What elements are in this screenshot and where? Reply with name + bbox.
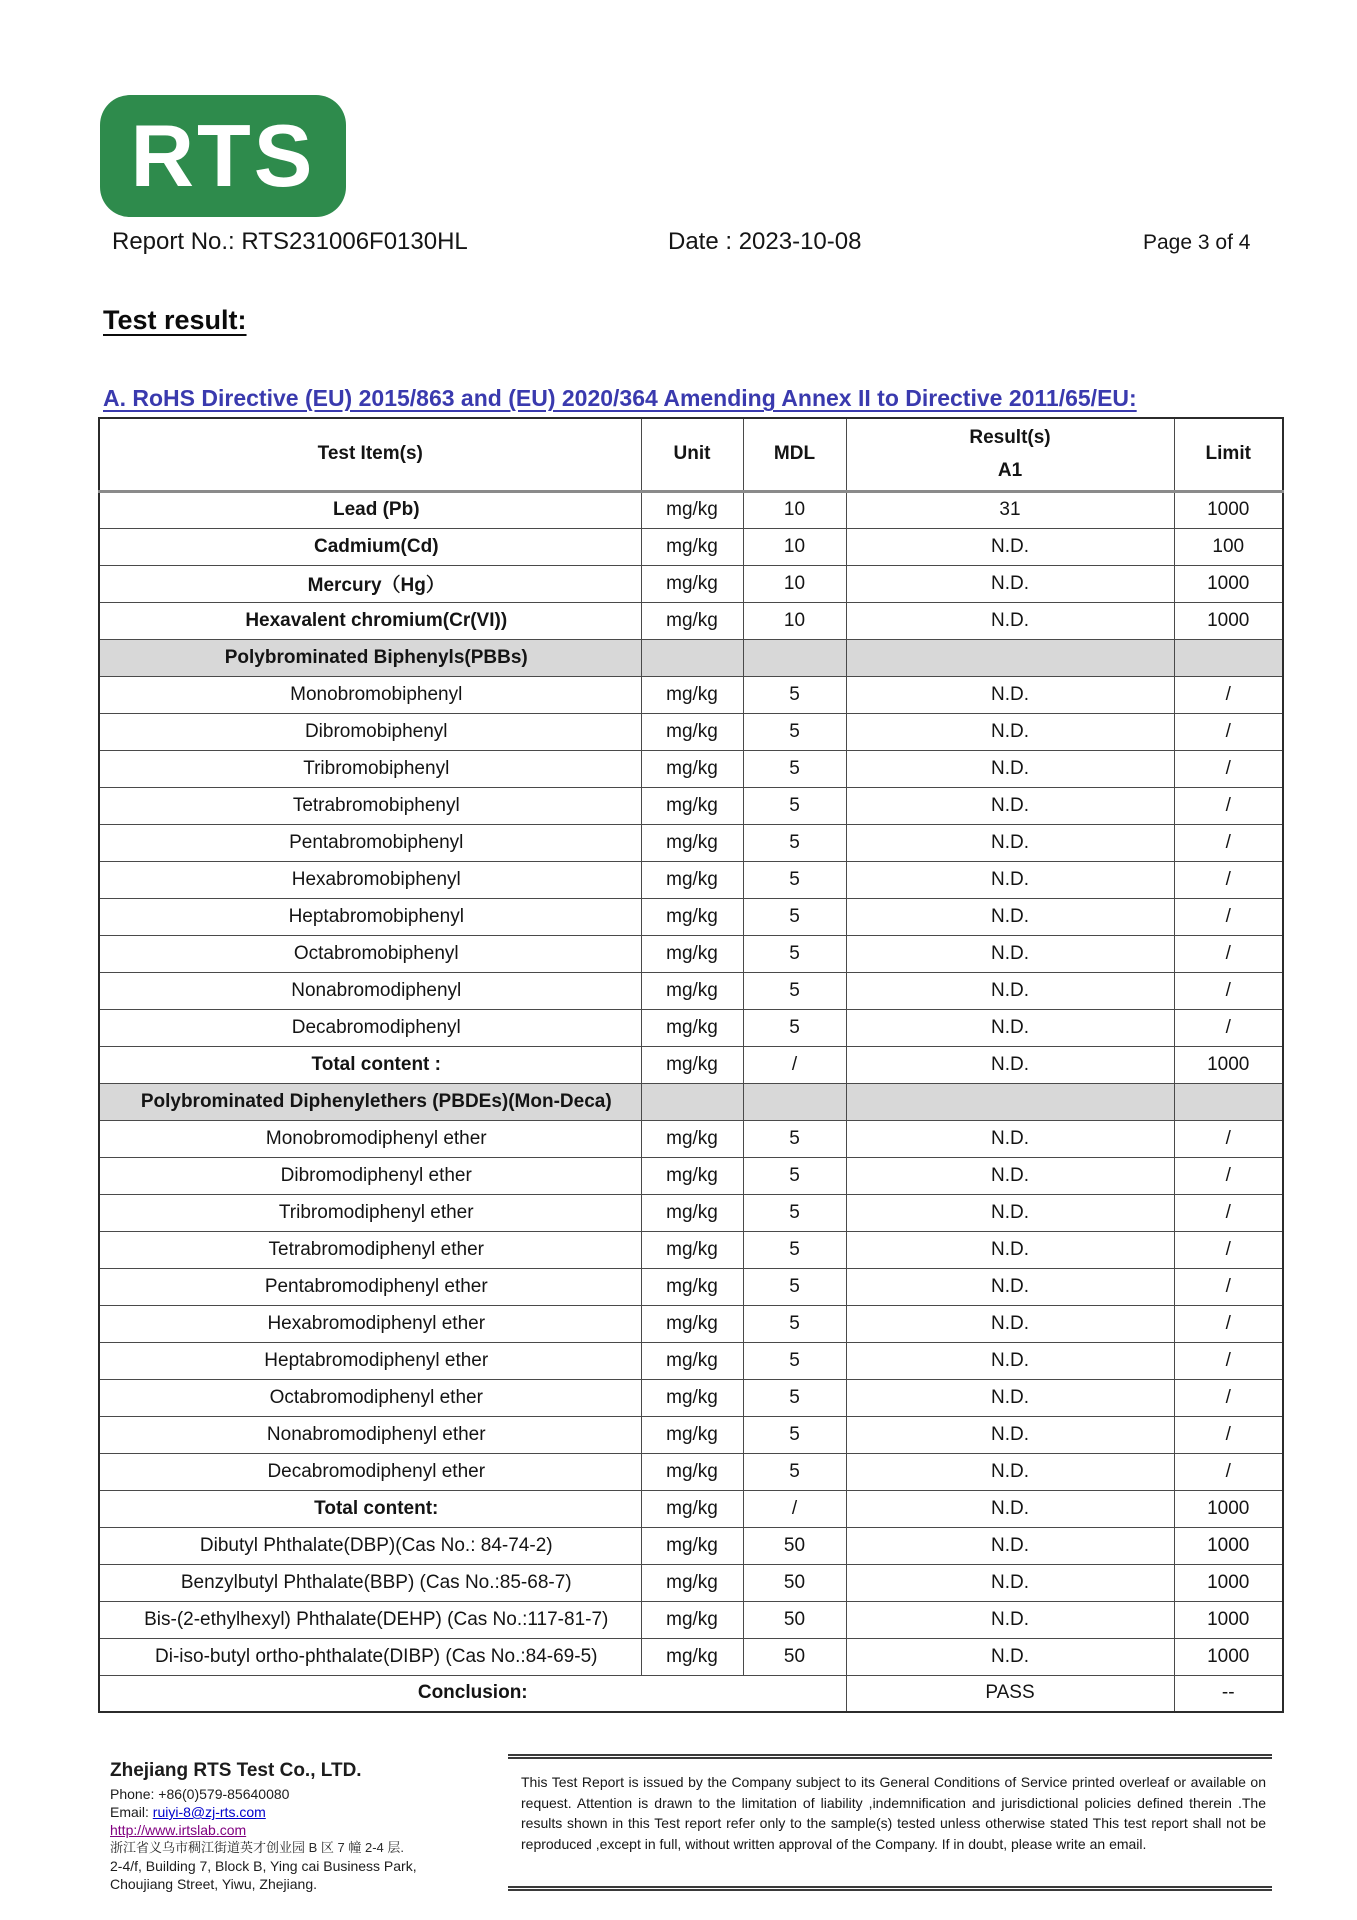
cell-unit: mg/kg (641, 1638, 743, 1675)
cell-unit: mg/kg (641, 1305, 743, 1342)
cell-result: N.D. (846, 528, 1174, 565)
cell-result: N.D. (846, 824, 1174, 861)
cell-result: N.D. (846, 1157, 1174, 1194)
cell-unit (641, 1083, 743, 1120)
page-indicator: Page 3 of 4 (1143, 231, 1251, 254)
cell-unit: mg/kg (641, 713, 743, 750)
cell-result: N.D. (846, 861, 1174, 898)
cell-unit: mg/kg (641, 491, 743, 528)
cell-test-item: Dibromobiphenyl (99, 713, 641, 750)
cell-unit (641, 639, 743, 676)
cell-section-title: Polybrominated Biphenyls(PBBs) (99, 639, 641, 676)
cell-mdl: 5 (743, 824, 846, 861)
report-date: Date : 2023-10-08 (668, 228, 862, 255)
cell-mdl: 5 (743, 972, 846, 1009)
cell-mdl: / (743, 1046, 846, 1083)
cell-mdl: 5 (743, 1157, 846, 1194)
cell-test-item: Decabromodiphenyl (99, 1009, 641, 1046)
cell-unit: mg/kg (641, 565, 743, 602)
table-row (99, 1268, 1283, 1305)
directive-heading: A. RoHS Directive (EU) 2015/863 and (EU) 2020/364 Amending Annex II to Directive 2011/65/EU: (103, 385, 1137, 411)
cell-result: N.D. (846, 787, 1174, 824)
company-name: Zhejiang RTS Test Co., LTD. (110, 1760, 362, 1781)
cell-test-item: Pentabromodiphenyl ether (99, 1268, 641, 1305)
company-email-line (110, 1803, 500, 1821)
cell-result: N.D. (846, 602, 1174, 639)
cell-test-item: Monobromobiphenyl (99, 676, 641, 713)
cell-result: N.D. (846, 1638, 1174, 1675)
cell-mdl: 50 (743, 1601, 846, 1638)
cell-result: N.D. (846, 1120, 1174, 1157)
cell-unit: mg/kg (641, 1157, 743, 1194)
cell-unit: mg/kg (641, 824, 743, 861)
cell-limit (1174, 639, 1283, 676)
cell-unit: mg/kg (641, 861, 743, 898)
cell-unit: mg/kg (641, 1527, 743, 1564)
cell-test-item: Dibutyl Phthalate(DBP)(Cas No.: 84-74-2) (99, 1527, 641, 1564)
cell-test-item: Mercury（Hg） (99, 565, 641, 602)
table-row (99, 1342, 1283, 1379)
cell-result: PASS (846, 1675, 1174, 1712)
cell-unit: mg/kg (641, 1194, 743, 1231)
company-phone: Phone: +86(0)579-85640080 (110, 1786, 290, 1802)
cell-unit: mg/kg (641, 1120, 743, 1157)
cell-limit: 1000 (1174, 1527, 1283, 1564)
cell-unit: mg/kg (641, 1342, 743, 1379)
cell-test-item: Dibromodiphenyl ether (99, 1157, 641, 1194)
cell-mdl: 10 (743, 602, 846, 639)
table-row (99, 1601, 1283, 1638)
cell-mdl: 50 (743, 1564, 846, 1601)
cell-test-item: Nonabromodiphenyl (99, 972, 641, 1009)
cell-test-item: Tribromobiphenyl (99, 750, 641, 787)
cell-result: N.D. (846, 1305, 1174, 1342)
cell-unit: mg/kg (641, 676, 743, 713)
cell-section-title: Polybrominated Diphenylethers (PBDEs)(Mon-Deca) (99, 1083, 641, 1120)
cell-result: N.D. (846, 1490, 1174, 1527)
cell-result: N.D. (846, 898, 1174, 935)
cell-result: N.D. (846, 1416, 1174, 1453)
table-row (99, 602, 1283, 639)
table-row (99, 1490, 1283, 1527)
cell-limit: / (1174, 1342, 1283, 1379)
cell-limit: / (1174, 1379, 1283, 1416)
cell-limit: / (1174, 1194, 1283, 1231)
cell-mdl: 5 (743, 1379, 846, 1416)
company-website-line (110, 1821, 500, 1839)
cell-result: N.D. (846, 1268, 1174, 1305)
cell-mdl: 5 (743, 861, 846, 898)
cell-unit: mg/kg (641, 1231, 743, 1268)
cell-limit: / (1174, 861, 1283, 898)
cell-unit: mg/kg (641, 972, 743, 1009)
cell-result: N.D. (846, 1231, 1174, 1268)
cell-mdl: 5 (743, 1231, 846, 1268)
cell-limit: / (1174, 787, 1283, 824)
cell-unit: mg/kg (641, 602, 743, 639)
rts-logo (100, 95, 346, 217)
table-row (99, 1157, 1283, 1194)
cell-test-item: Tetrabromodiphenyl ether (99, 1231, 641, 1268)
results-table-body (99, 491, 1283, 1712)
cell-unit: mg/kg (641, 1009, 743, 1046)
cell-limit: / (1174, 676, 1283, 713)
cell-mdl: 10 (743, 528, 846, 565)
cell-limit: / (1174, 750, 1283, 787)
cell-test-item: Heptabromodiphenyl ether (99, 1342, 641, 1379)
table-row (99, 1527, 1283, 1564)
email-label: Email: (110, 1804, 153, 1820)
website-link[interactable]: http://www.irtslab.com (110, 1822, 247, 1838)
cell-result: N.D. (846, 1342, 1174, 1379)
header-test-items: Test Item(s) (99, 418, 641, 491)
cell-limit: / (1174, 1268, 1283, 1305)
header-result-line2: A1 (997, 460, 1023, 482)
cell-limit: 1000 (1174, 1601, 1283, 1638)
cell-result: N.D. (846, 935, 1174, 972)
cell-test-item: Hexabromodiphenyl ether (99, 1305, 641, 1342)
cell-limit: -- (1174, 1675, 1283, 1712)
table-row (99, 1194, 1283, 1231)
cell-limit: 1000 (1174, 1490, 1283, 1527)
cell-result: N.D. (846, 972, 1174, 1009)
cell-limit: 1000 (1174, 491, 1283, 528)
cell-limit: / (1174, 1416, 1283, 1453)
company-address-cn: 浙江省义乌市稠江街道英才创业园 B 区 7 幢 2-4 层. (110, 1840, 404, 1855)
cell-conclusion-label: Conclusion: (99, 1675, 846, 1712)
cell-limit: / (1174, 972, 1283, 1009)
cell-limit: / (1174, 713, 1283, 750)
cell-unit: mg/kg (641, 1453, 743, 1490)
cell-unit: mg/kg (641, 1416, 743, 1453)
cell-limit: / (1174, 824, 1283, 861)
section-header-row (99, 1083, 1283, 1120)
company-address-en1: 2-4/f, Building 7, Block B, Ying cai Business Park, (110, 1858, 417, 1874)
cell-result: N.D. (846, 750, 1174, 787)
cell-result: N.D. (846, 1194, 1174, 1231)
table-row (99, 1564, 1283, 1601)
rts-logo-text: RTS (130, 106, 316, 205)
table-row (99, 676, 1283, 713)
cell-test-item: Decabromodiphenyl ether (99, 1453, 641, 1490)
cell-result (846, 639, 1174, 676)
table-row (99, 1305, 1283, 1342)
cell-test-item: Benzylbutyl Phthalate(BBP) (Cas No.:85-68-7) (99, 1564, 641, 1601)
cell-limit (1174, 1083, 1283, 1120)
table-row (99, 1046, 1283, 1083)
cell-result: N.D. (846, 1046, 1174, 1083)
header-result-line1: Result(s) (969, 427, 1051, 449)
cell-result: N.D. (846, 1564, 1174, 1601)
cell-mdl: 5 (743, 1342, 846, 1379)
company-address-en2: Choujiang Street, Yiwu, Zhejiang. (110, 1876, 318, 1892)
cell-limit: / (1174, 1120, 1283, 1157)
cell-mdl: 5 (743, 1268, 846, 1305)
cell-mdl: 50 (743, 1638, 846, 1675)
cell-limit: 100 (1174, 528, 1283, 565)
table-row (99, 787, 1283, 824)
cell-mdl: 5 (743, 676, 846, 713)
table-row (99, 1638, 1283, 1675)
table-row (99, 750, 1283, 787)
cell-test-item: Total content: (99, 1490, 641, 1527)
disclaimer-bottom-rule (508, 1886, 1272, 1891)
cell-mdl: 5 (743, 935, 846, 972)
section-header-row (99, 639, 1283, 676)
cell-limit: / (1174, 898, 1283, 935)
cell-test-item: Pentabromobiphenyl (99, 824, 641, 861)
cell-test-item: Octabromobiphenyl (99, 935, 641, 972)
cell-result: 31 (846, 491, 1174, 528)
cell-limit: / (1174, 1009, 1283, 1046)
table-row (99, 861, 1283, 898)
cell-limit: / (1174, 935, 1283, 972)
cell-test-item: Di-iso-butyl ortho-phthalate(DIBP) (Cas No.:84-69-5) (99, 1638, 641, 1675)
table-row (99, 491, 1283, 528)
cell-limit: 1000 (1174, 565, 1283, 602)
cell-test-item: Tribromodiphenyl ether (99, 1194, 641, 1231)
table-row (99, 1231, 1283, 1268)
table-row (99, 898, 1283, 935)
cell-unit: mg/kg (641, 528, 743, 565)
cell-unit: mg/kg (641, 1601, 743, 1638)
cell-result: N.D. (846, 713, 1174, 750)
test-result-heading: Test result: (103, 305, 247, 335)
table-row (99, 1120, 1283, 1157)
table-row (99, 1416, 1283, 1453)
cell-limit: 1000 (1174, 1638, 1283, 1675)
report-number: Report No.: RTS231006F0130HL (112, 228, 468, 255)
cell-mdl: 5 (743, 898, 846, 935)
cell-result: N.D. (846, 1527, 1174, 1564)
table-header-row (99, 418, 1283, 491)
cell-mdl: 5 (743, 787, 846, 824)
cell-test-item: Bis-(2-ethylhexyl) Phthalate(DEHP) (Cas No.:117-81-7) (99, 1601, 641, 1638)
cell-result (846, 1083, 1174, 1120)
cell-limit: 1000 (1174, 602, 1283, 639)
cell-result: N.D. (846, 1009, 1174, 1046)
cell-limit: 1000 (1174, 1046, 1283, 1083)
header-mdl: MDL (743, 418, 846, 491)
cell-unit: mg/kg (641, 935, 743, 972)
disclaimer-text: This Test Report is issued by the Company subject to its General Conditions of Service printed overleaf or available on request. Attention is drawn to the limitation of liability ,indemnification and jurisdictional policies defined therein .The results shown in this Test report refer only to the sample(s) tested unless otherwise stated This test report shall not be reproduced ,except in full, without written approval of the Company. If in doubt, please write an email. (521, 1774, 1266, 1853)
table-row (99, 935, 1283, 972)
cell-mdl: 50 (743, 1527, 846, 1564)
cell-test-item: Lead (Pb) (99, 491, 641, 528)
cell-unit: mg/kg (641, 750, 743, 787)
cell-unit: mg/kg (641, 1490, 743, 1527)
cell-result: N.D. (846, 1379, 1174, 1416)
cell-mdl: 5 (743, 750, 846, 787)
cell-unit: mg/kg (641, 1379, 743, 1416)
cell-mdl: 5 (743, 1120, 846, 1157)
cell-mdl: 5 (743, 1194, 846, 1231)
table-row (99, 713, 1283, 750)
cell-limit: / (1174, 1453, 1283, 1490)
cell-mdl: 5 (743, 1305, 846, 1342)
cell-mdl: 5 (743, 1416, 846, 1453)
cell-test-item: Hexavalent chromium(Cr(VI)) (99, 602, 641, 639)
table-row (99, 528, 1283, 565)
results-table (98, 417, 1284, 1713)
cell-mdl: 10 (743, 565, 846, 602)
cell-limit: / (1174, 1231, 1283, 1268)
cell-unit: mg/kg (641, 1046, 743, 1083)
table-row (99, 1379, 1283, 1416)
header-result (846, 418, 1174, 491)
cell-mdl: 5 (743, 713, 846, 750)
cell-test-item: Nonabromodiphenyl ether (99, 1416, 641, 1453)
cell-result: N.D. (846, 676, 1174, 713)
cell-mdl (743, 1083, 846, 1120)
cell-unit: mg/kg (641, 898, 743, 935)
cell-test-item: Cadmium(Cd) (99, 528, 641, 565)
cell-mdl: 10 (743, 491, 846, 528)
cell-limit: / (1174, 1157, 1283, 1194)
conclusion-row (99, 1675, 1283, 1712)
cell-result: N.D. (846, 1601, 1174, 1638)
header-unit: Unit (641, 418, 743, 491)
table-row (99, 824, 1283, 861)
cell-mdl: 5 (743, 1453, 846, 1490)
cell-result: N.D. (846, 1453, 1174, 1490)
cell-result: N.D. (846, 565, 1174, 602)
cell-unit: mg/kg (641, 1268, 743, 1305)
cell-test-item: Octabromodiphenyl ether (99, 1379, 641, 1416)
table-row (99, 1453, 1283, 1490)
cell-limit: / (1174, 1305, 1283, 1342)
disclaimer-top-rule (508, 1754, 1272, 1759)
table-row (99, 972, 1283, 1009)
header-limit: Limit (1174, 418, 1283, 491)
cell-test-item: Total content : (99, 1046, 641, 1083)
table-row (99, 1009, 1283, 1046)
cell-mdl (743, 639, 846, 676)
cell-unit: mg/kg (641, 787, 743, 824)
cell-mdl: / (743, 1490, 846, 1527)
table-row (99, 565, 1283, 602)
cell-test-item: Hexabromobiphenyl (99, 861, 641, 898)
cell-limit: 1000 (1174, 1564, 1283, 1601)
cell-test-item: Heptabromobiphenyl (99, 898, 641, 935)
cell-mdl: 5 (743, 1009, 846, 1046)
cell-test-item: Tetrabromobiphenyl (99, 787, 641, 824)
footer-company-block (110, 1760, 500, 1893)
cell-unit: mg/kg (641, 1564, 743, 1601)
email-link[interactable]: ruiyi-8@zj-rts.com (152, 1804, 266, 1820)
cell-test-item: Monobromodiphenyl ether (99, 1120, 641, 1157)
